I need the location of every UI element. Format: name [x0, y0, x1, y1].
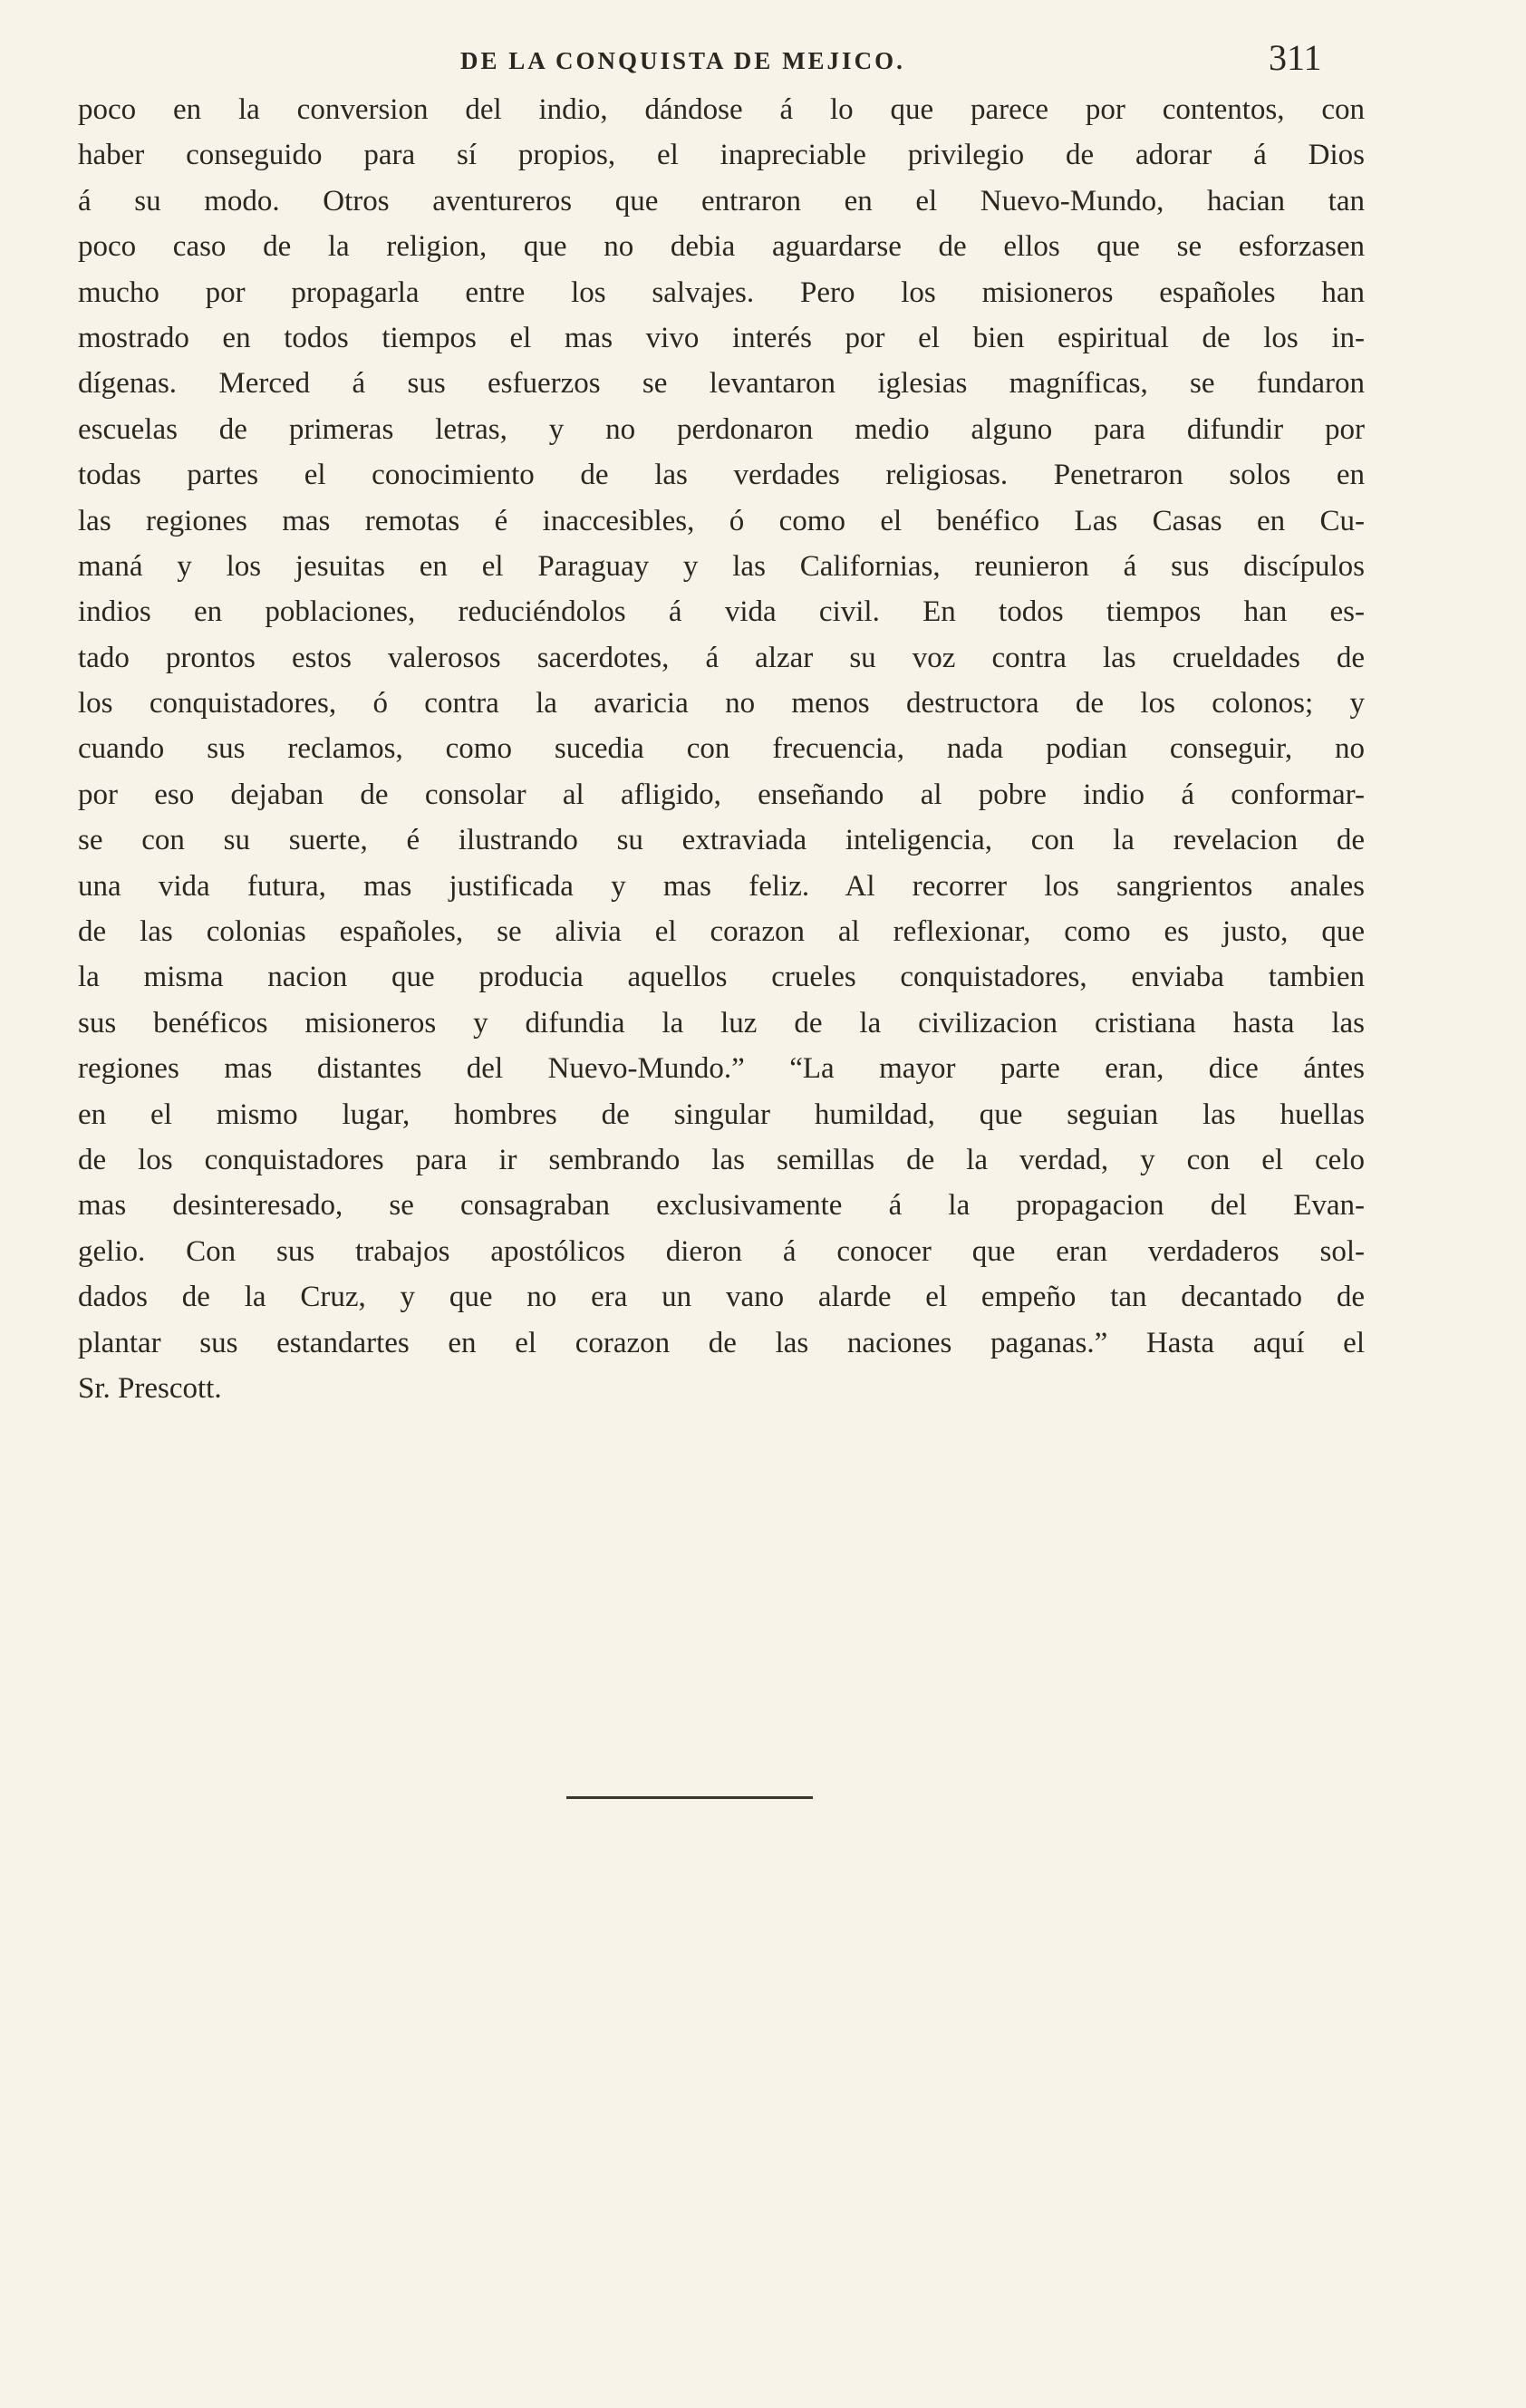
text-line: á su modo. Otros aventureros que entraron en el Nuevo-Mundo, hacian tan	[78, 184, 1365, 218]
text-line: indios en poblaciones, reduciéndolos á vida civil. En todos tiempos han es-	[78, 595, 1365, 629]
text-line: escuelas de primeras letras, y no perdonaron medio alguno para difundir por	[78, 412, 1365, 446]
text-line: todas partes el conocimiento de las verdades religiosas. Penetraron solos en	[78, 459, 1365, 492]
text-line: haber conseguido para sí propios, el inapreciable privilegio de adorar á Dios	[78, 139, 1365, 172]
body-text	[78, 87, 1365, 1411]
text-line: las regiones mas remotas é inaccesibles, ó como el benéfico Las Casas en Cu-	[78, 504, 1365, 537]
text-line: regiones mas distantes del Nuevo-Mundo.” “La mayor parte eran, dice ántes	[78, 1052, 1365, 1086]
running-head	[0, 34, 1526, 89]
text-line: de las colonias españoles, se alivia el corazon al reflexionar, como es justo, que	[78, 915, 1365, 949]
page-number: 311	[1269, 37, 1322, 78]
running-title: DE LA CONQUISTA DE MEJICO.	[460, 47, 905, 74]
text-line: poco caso de la religion, que no debia aguardarse de ellos que se esforzasen	[78, 230, 1365, 264]
text-line: tado prontos estos valerosos sacerdotes, á alzar su voz contra las crueldades de	[78, 641, 1365, 674]
text-line: de los conquistadores para ir sembrando las semillas de la verdad, y con el celo	[78, 1143, 1365, 1176]
text-line: por eso dejaban de consolar al afligido, enseñando al pobre indio á conformar-	[78, 778, 1365, 811]
text-line: dados de la Cruz, y que no era un vano alarde el empeño tan decantado de	[78, 1281, 1365, 1314]
text-line: sus benéficos misioneros y difundia la luz de la civilizacion cristiana hasta las	[78, 1006, 1365, 1040]
text-line: gelio. Con sus trabajos apostólicos dieron á conocer que eran verdaderos sol-	[78, 1234, 1365, 1268]
text-line: poco en la conversion del indio, dándose á lo que parece por contentos, con	[78, 93, 1365, 126]
text-line: mas desinteresado, se consagraban exclusivamente á la propagacion del Evan-	[78, 1189, 1365, 1223]
text-line: una vida futura, mas justificada y mas feliz. Al recorrer los sangrientos anales	[78, 869, 1365, 903]
text-line: Sr. Prescott.	[78, 1371, 222, 1405]
text-line: dígenas. Merced á sus esfuerzos se levantaron iglesias magníficas, se fundaron	[78, 367, 1365, 401]
text-line: la misma nacion que producia aquellos crueles conquistadores, enviaba tambien	[78, 961, 1365, 994]
text-line: cuando sus reclamos, como sucedia con frecuencia, nada podian conseguir, no	[78, 732, 1365, 766]
text-line: mostrado en todos tiempos el mas vivo interés por el bien espiritual de los in-	[78, 321, 1365, 354]
text-line: en el mismo lugar, hombres de singular humildad, que seguian las huellas	[78, 1098, 1365, 1131]
text-line: plantar sus estandartes en el corazon de las naciones paganas.” Hasta aquí el	[78, 1326, 1365, 1359]
text-line: maná y los jesuitas en el Paraguay y las Californias, reunieron á sus discípulos	[78, 549, 1365, 583]
text-line: los conquistadores, ó contra la avaricia no menos destructora de los colonos; y	[78, 687, 1365, 720]
section-rule	[566, 1796, 813, 1799]
text-line: se con su suerte, é ilustrando su extraviada inteligencia, con la revelacion de	[78, 824, 1365, 857]
text-line: mucho por propagarla entre los salvajes. Pero los misioneros españoles han	[78, 276, 1365, 309]
